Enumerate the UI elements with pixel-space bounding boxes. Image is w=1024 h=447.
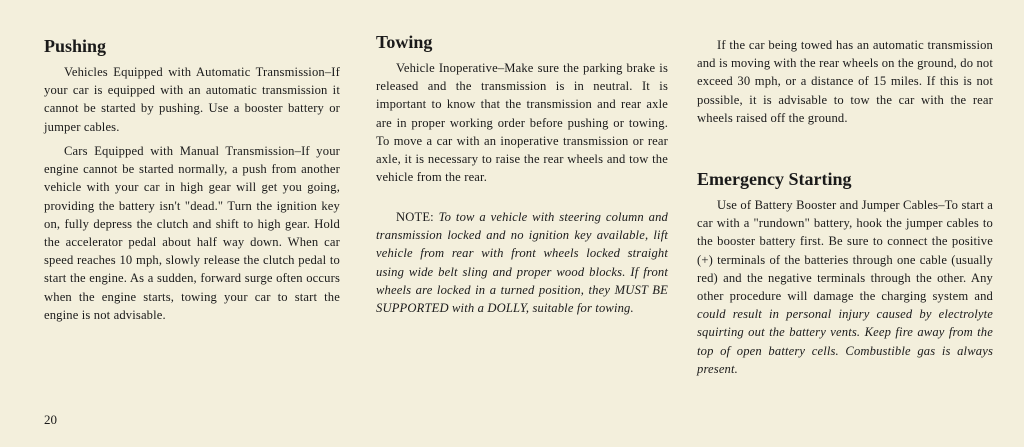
pushing-automatic-paragraph: Vehicles Equipped with Automatic Transmission–If your car is equipped with an automatic transmission it cannot be started by pushing. Use a booster battery or jumper cables. [44, 65, 340, 134]
pushing-manual-paragraph: Cars Equipped with Manual Transmission–If your engine cannot be started normally, a push from another vehicle with your car in high gear will get you going, providing the battery isn't "dead." Turn the ignition key on, fully depress the clutch and shift to high gear. Hold the accelerator pedal about half way down. When car speed reaches 10 mph, slowly release the clutch pedal to start the engine. As a sudden, forward surge often occurs when the engine starts, towing your car to start the engine is not advisable. [44, 144, 340, 322]
towing-inoperative-paragraph: Vehicle Inoperative–Make sure the parking brake is released and the transmission is in neutral. It is important to know that the transmission and rear axle are in proper working order before pushing or towing. To move a car with an inoperative transmission or rear axle, it is necessary to raise the rear wheels and tow the vehicle from the rear. [376, 61, 668, 185]
emergency-starting-paragraph [697, 196, 993, 378]
pushing-heading: Pushing [44, 36, 107, 56]
towing-note [376, 208, 668, 317]
note-text: To tow a vehicle with steering column and transmission locked and no ignition key available, lift vehicle from rear with front wheels locked straight using wide belt sling and proper wood blocks. If front wheels are locked in a turned position, they MUST BE SUPPORTED with a DOLLY, suitable for towing. [376, 210, 669, 316]
towing-heading: Towing [376, 32, 433, 52]
towing-automatic-paragraph: If the car being towed has an automatic transmission and is moving with the rear wheels on the ground, do not exceed 30 mph, or a distance of 15 miles. If this is not possible, it is advisable to tow the car with the rear wheels raised off the ground. [697, 38, 993, 125]
note-label: NOTE: [396, 210, 439, 224]
emergency-starting-heading: Emergency Starting [697, 169, 852, 189]
page-number: 20 [44, 412, 57, 427]
emergency-italic-text: could result in personal injury caused by electrolyte squirting out the battery vents. Keep fire away from the top of open battery cells. Combustible gas is always present. [697, 307, 993, 376]
emergency-normal-text: Use of Battery Booster and Jumper Cables–To start a car with a "rundown" battery, hook the jumper cables to the booster battery first. Be sure to connect the positive (+) terminals of the batteries through one cable (usually red) and the negative terminals through the other. Any other procedure will damage the charging system and [697, 198, 993, 304]
